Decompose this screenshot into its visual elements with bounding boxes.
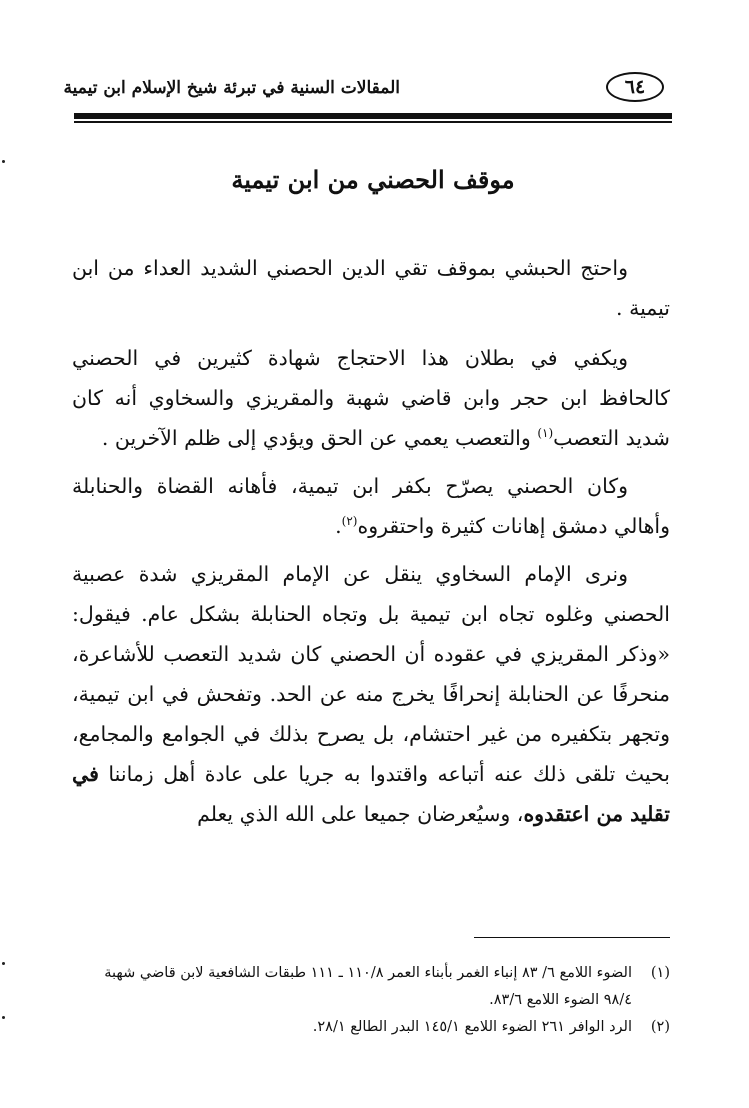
paragraph-4	[72, 554, 670, 834]
paragraph-2	[72, 338, 670, 458]
paragraph-4-tail: ، وسيُعرضان جميعا على الله الذي يعلم	[197, 802, 524, 826]
footnote-2-marker: (٢)	[650, 1019, 670, 1035]
paragraph-4-text: ونرى الإمام السخاوي ينقل عن الإمام المقريزي شدة عصبية الحصني وغلوه تجاه ابن تيمية بل وتجاه الحنابلة بشكل عام. فيقول: «وذكر المقريزي في عقوده أن الحصني كان شديد التعصب للأشاعرة، منحرفًا عن الحنابلة إنحرافًا يخرج منه عن الحد. وتفحش في ابن تيمية، وتجهر بتكفيره من غير احتشام، بل يصرح بذلك في الجوامع والمجامع، بحيث تلقى ذلك عنه أتباعه واقتدوا به جريا على عادة أهل زماننا	[72, 562, 670, 786]
paragraph-3	[72, 466, 670, 546]
footnote-ref-1[interactable]: (١)	[537, 426, 554, 441]
paragraph-2-tail: والتعصب يعمي عن الحق ويؤدي إلى ظلم الآخرين .	[101, 426, 538, 450]
scan-mark	[2, 1016, 5, 1019]
page-number	[606, 72, 664, 102]
footnote-separator	[474, 937, 670, 938]
running-header-title: المقالات السنية في تبرئة شيخ الإسلام ابن تيمية	[63, 78, 400, 98]
scan-mark	[2, 160, 5, 163]
page-number-text: ٦٤	[624, 76, 646, 98]
paragraph-4-bold: في تقليد من اعتقدوه	[72, 762, 670, 826]
paragraph-1: واحتج الحبشي بموقف تقي الدين الحصني الشديد العداء من ابن تيمية .	[72, 256, 670, 320]
footnotes	[72, 960, 670, 1041]
paragraph-3-text: وكان الحصني يصرّح بكفر ابن تيمية، فأهانه القضاة والحنابلة وأهالي دمشق إهانات كثيرة واحتقروه	[72, 474, 670, 538]
footnote-1-text: الضوء اللامع ٦/ ٨٣ إنباء الغمر بأبناء العمر ١١٠/٨ ـ ١١١ طبقات الشافعية لابن قاضي شهبة ٩٨/٤ الضوء اللامع ٨٣/٦.	[104, 965, 632, 1008]
footnote-2	[72, 1014, 670, 1041]
footnote-1	[72, 960, 670, 1014]
footnote-2-text: الرد الوافر ٢٦١ الضوء اللامع ١٤٥/١ البدر الطالع ٢٨/١.	[312, 1019, 632, 1035]
section-heading: موقف الحصني من ابن تيمية	[231, 165, 515, 194]
paragraph-3-tail: .	[335, 514, 342, 538]
footnote-1-marker: (١)	[650, 965, 670, 981]
paragraph-2-text: ويكفي في بطلان هذا الاحتجاج شهادة كثيرين في الحصني كالحافظ ابن حجر وابن قاضي شهبة والمقريزي والسخاوي أنه كان شديد التعصب	[72, 346, 670, 450]
footnote-ref-2[interactable]: (٢)	[341, 514, 358, 529]
body-text	[72, 248, 670, 844]
header-rule-thin	[74, 121, 672, 123]
running-header	[63, 70, 672, 110]
scan-mark	[2, 962, 5, 965]
header-rule-thick	[74, 113, 672, 119]
